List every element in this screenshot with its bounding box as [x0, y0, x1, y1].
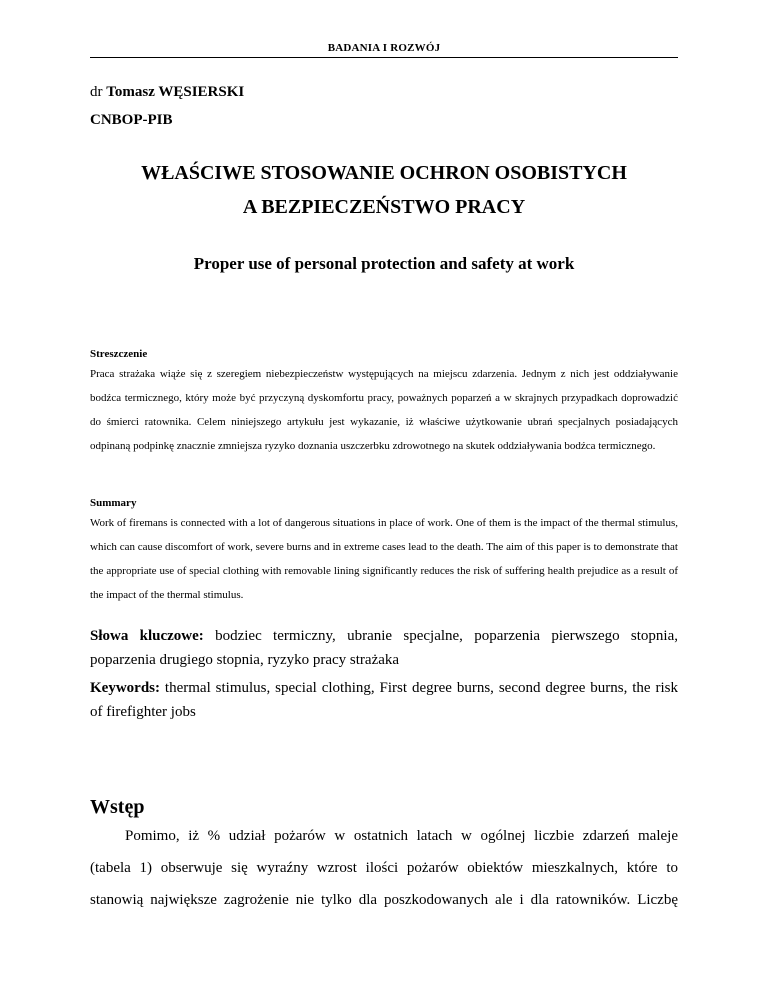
paper-title: [90, 156, 678, 224]
keywords-pl-label: Słowa kluczowe:: [90, 628, 204, 644]
running-header: BADANIA I ROZWÓJ: [327, 42, 441, 54]
abstract-pl-heading: Streszczenie: [90, 348, 148, 360]
intro-line-2: (tabela 1) obserwuje się wyraźny wzrost ilości pożarów obiektów mieszkalnych, które to: [90, 860, 678, 876]
title-line-2: A BEZPIECZEŃSTWO PRACY: [242, 196, 526, 218]
abstract-en-text: Work of firemans is connected with a lot of dangerous situations in place of work. One of them is the impact of the thermal stimulus, which can cause discomfort of work, severe burns and in extreme cases lead to the death. The aim of this paper is to demonstrate that the appropriate use of special clothing with removable lining significantly reduces the risk of suffering health prejudice as a result of the impact of the thermal stimulus.: [90, 517, 678, 601]
header-rule: [90, 57, 678, 58]
intro-paragraph: [90, 820, 678, 916]
author-prefix: dr: [90, 84, 103, 100]
keywords-pl: [90, 624, 678, 672]
english-title: Proper use of personal protection and safety at work: [193, 254, 575, 273]
keywords-en-text: thermal stimulus, special clothing, First degree burns, second degree burns, the risk of firefighter jobs: [90, 680, 679, 720]
keywords-en: [90, 676, 678, 724]
author-affiliation: CNBOP-PIB: [90, 112, 173, 128]
section-heading-intro: Wstęp: [90, 796, 145, 818]
abstract-pl-text: Praca strażaka wiąże się z szeregiem niebezpieczeństw występujących na miejscu zdarzenia. Jednym z nich jest oddziaływanie bodźca termicznego, który może być przyczyną dyskomfortu pracy, poważnych poparzeń a w skrajnych przypadkach doprowadzić do śmierci ratownika. Celem niniejszego artykułu jest wykazanie, iż właściwe użytkowanie ubrań specjalnych posiadających odpinaną podpinkę znacznie zmniejsza ryzyko doznania uszczerbku zdrowotnego na skutek oddziaływania bodźca termicznego.: [90, 368, 678, 452]
abstract-en-heading: Summary: [90, 497, 137, 509]
intro-line-3: stanowią największe zagrożenie nie tylko dla poszkodowanych ale i dla ratowników. Liczbę: [90, 892, 678, 908]
keywords-en-label: Keywords:: [90, 680, 160, 696]
author-name: Tomasz WĘSIERSKI: [106, 84, 245, 100]
intro-line-1: Pomimo, iż % udział pożarów w ostatnich latach w ogólnej liczbie zdarzeń maleje: [125, 828, 678, 844]
title-line-1: WŁAŚCIWE STOSOWANIE OCHRON OSOBISTYCH: [141, 162, 627, 184]
author-line: [90, 84, 244, 101]
keywords-pl-text: bodziec termiczny, ubranie specjalne, poparzenia pierwszego stopnia, poparzenia drugiego stopnia, ryzyko pracy strażaka: [90, 628, 678, 668]
